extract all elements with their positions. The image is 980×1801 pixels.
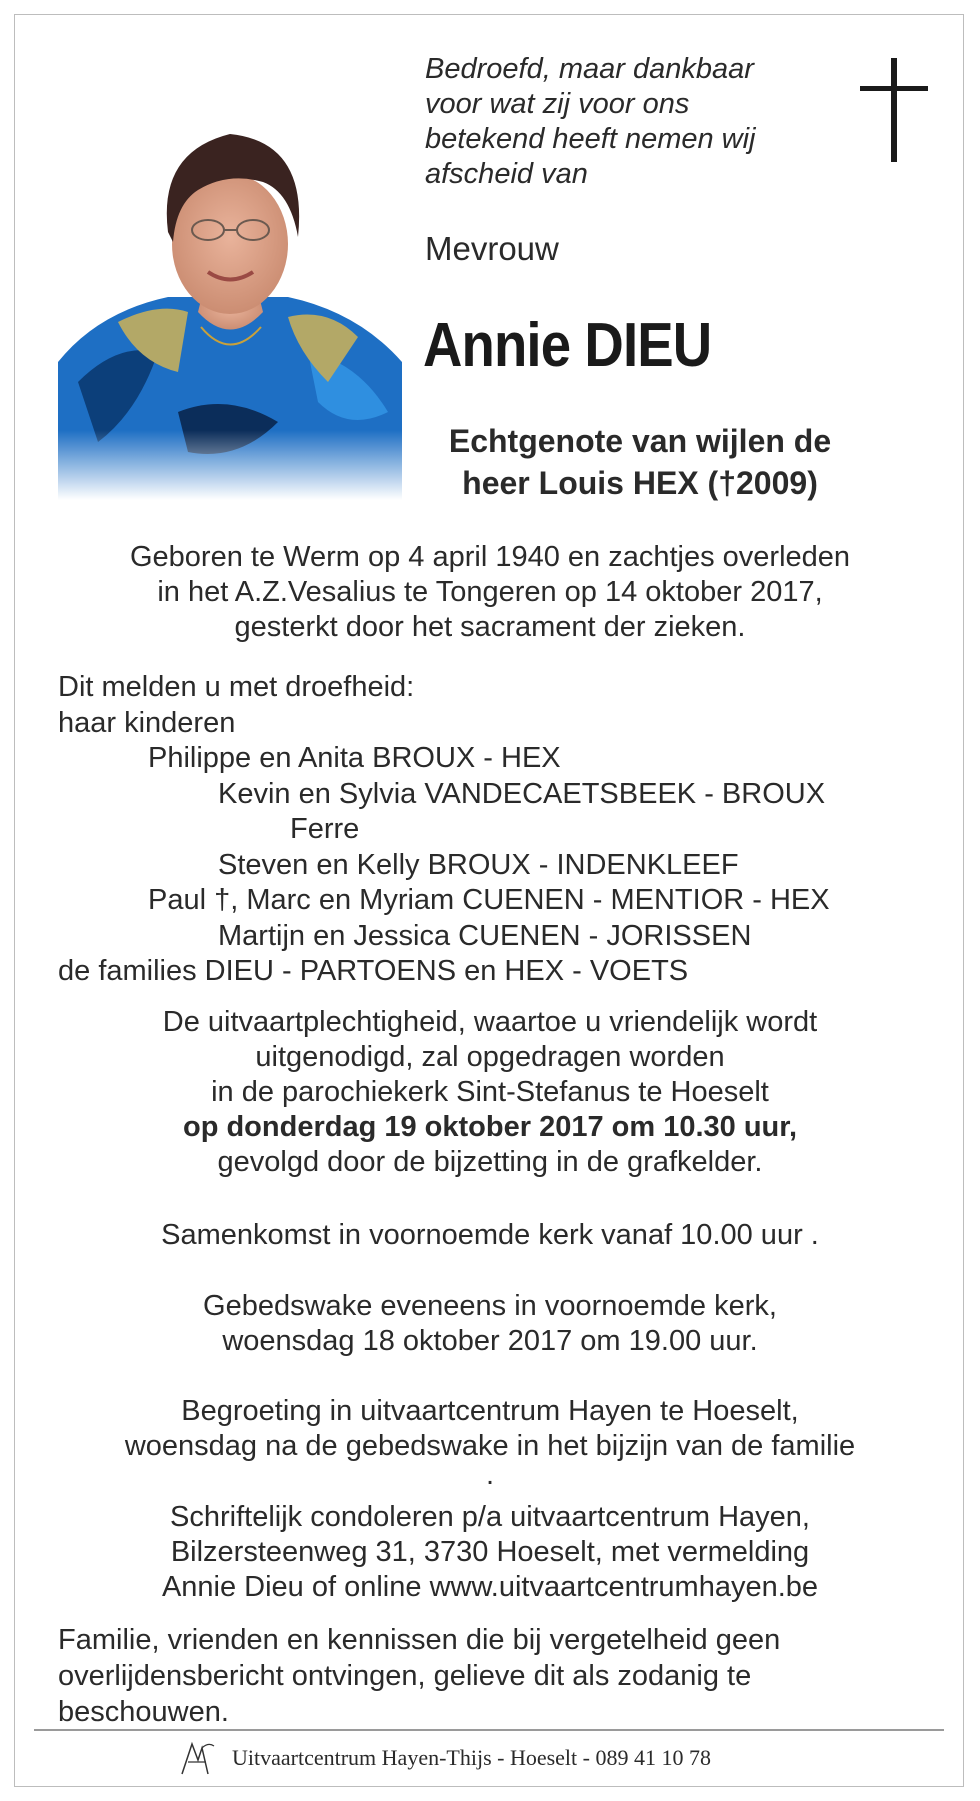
gathering-line: Samenkomst in voornoemde kerk vanaf 10.00 uur . [161,1219,819,1251]
family-entry: Philippe en Anita BROUX - HEX [148,742,561,774]
wake-info [40,1289,940,1359]
funeral-date: op donderdag 19 oktober 2017 om 10.30 uur, [182,1111,797,1143]
intro-line: afscheid van [425,158,588,190]
closing-line: beschouwen. [58,1696,229,1728]
condolence-info [40,1500,940,1605]
birth-line: gesterkt door het sacrament der zieken. [234,611,746,643]
cross-icon [860,58,928,162]
funeral-home-logo-icon [178,1740,220,1776]
family-entry: Steven en Kelly BROUX - INDENKLEEF [218,848,739,881]
intro-text [425,52,845,192]
intro-line: voor wat zij voor ons [425,88,690,120]
family-entry: Paul †, Marc en Myriam CUENEN - MENTIOR - HEX [148,884,830,916]
greeting-line: woensdag na de gebedswake in het bijzijn van de familie [124,1430,856,1462]
deceased-name: Annie DIEU [423,311,712,380]
funeral-line: gevolgd door de bijzetting in de grafkelder. [217,1146,763,1178]
greeting-line: . [485,1459,495,1491]
funeral-line: uitgenodigd, zal opgedragen worden [255,1041,725,1073]
closing-note [58,1622,938,1730]
wake-line: Gebedswake eveneens in voornoemde kerk, [203,1290,777,1322]
greeting-info [40,1394,940,1491]
funeral-info [40,1005,940,1180]
funeral-line: De uitvaartplechtigheid, waartoe u vriendelijk wordt [162,1006,818,1038]
condolence-line: Annie Dieu of online www.uitvaartcentrumhayen.be [161,1571,819,1603]
birth-death-info [40,540,940,645]
gathering-info [40,1218,940,1253]
wake-line: woensdag 18 oktober 2017 om 19.00 uur. [222,1325,758,1357]
spouse-info [400,420,880,504]
families-line: de families DIEU - PARTOENS en HEX - VOETS [58,955,689,987]
funeral-line: in de parochiekerk Sint-Stefanus te Hoeselt [211,1076,769,1108]
mourners-list [58,670,938,990]
intro-line: betekend heeft nemen wij [425,123,756,155]
birth-line: Geboren te Werm op 4 april 1940 en zachtjes overleden [129,541,851,573]
family-entry: Kevin en Sylvia VANDECAETSBEEK - BROUX [218,777,826,810]
family-entry: Martijn en Jessica CUENEN - JORISSEN [218,919,752,952]
condolence-line: Bilzersteenweg 31, 3730 Hoeselt, met vermelding [170,1536,810,1568]
title-prefix: Mevrouw [425,230,559,267]
spouse-line: Echtgenote van wijlen de [448,423,832,459]
intro-line: Bedroefd, maar dankbaar [425,53,754,85]
greeting-line: Begroeting in uitvaartcentrum Hayen te Hoeselt, [181,1395,799,1427]
spouse-line: heer Louis HEX (†2009) [462,465,818,501]
closing-line: Familie, vrienden en kennissen die bij vergetelheid geen [58,1624,781,1656]
condolence-line: Schriftelijk condoleren p/a uitvaartcentrum Hayen, [170,1501,810,1533]
birth-line: in het A.Z.Vesalius te Tongeren op 14 oktober 2017, [157,576,823,608]
mourners-intro: Dit melden u met droefheid: [58,671,415,703]
portrait-photo [58,112,402,500]
footer-text: Uitvaartcentrum Hayen-Thijs - Hoeselt - 089 41 10 78 [232,1745,711,1770]
family-entry: Ferre [290,813,360,845]
closing-line: overlijdensbericht ontvingen, gelieve dit als zodanig te [58,1660,752,1692]
footer-divider [34,1729,944,1731]
children-label: haar kinderen [58,706,236,739]
